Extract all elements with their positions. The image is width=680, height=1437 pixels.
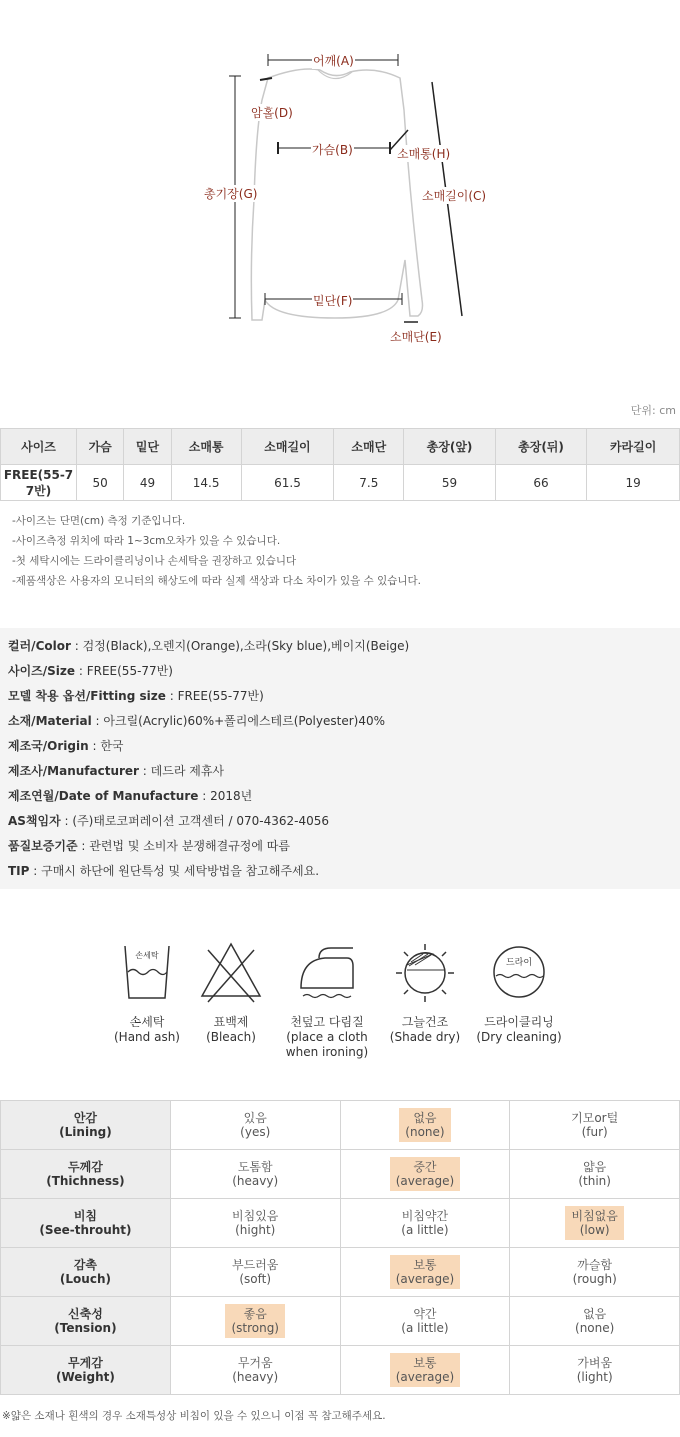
armhole-label: 암홀(D) xyxy=(251,106,293,120)
property-option xyxy=(340,1101,510,1150)
property-option xyxy=(340,1346,510,1395)
no-bleach-icon xyxy=(198,940,264,1005)
care-label: 드라이클리닝 xyxy=(484,1015,554,1029)
svg-text:드라이: 드라이 xyxy=(505,958,533,968)
info-row: TIP : 구매시 하단에 원단특성 및 세탁방법을 참고해주세요. xyxy=(8,864,320,878)
option-en: (none) xyxy=(575,1321,615,1335)
size-name-cell: FREE(55-77반) xyxy=(1,465,77,501)
option-ko: 비침없음 xyxy=(571,1209,618,1223)
care-label-en: (Hand ash) xyxy=(114,1030,180,1044)
product-info xyxy=(0,628,680,889)
property-name-ko: 무게감 xyxy=(68,1356,103,1370)
note-item: -첫 세탁시에는 드라이클리닝이나 손세탁을 권장하고 있습니다 xyxy=(12,555,297,567)
size-table-header xyxy=(1,429,680,465)
option xyxy=(565,1108,624,1142)
option-ko: 없음 xyxy=(413,1111,437,1125)
property-option xyxy=(340,1150,510,1199)
property-option xyxy=(340,1297,510,1346)
option-ko: 있음 xyxy=(243,1111,267,1125)
option-ko: 보통 xyxy=(413,1356,437,1370)
property-option xyxy=(510,1248,680,1297)
note-item: -사이즈는 단면(cm) 측정 기준입니다. xyxy=(12,515,186,527)
property-name xyxy=(1,1297,171,1346)
size-header-cell: 소매길이 xyxy=(241,429,334,465)
option xyxy=(395,1304,454,1338)
size-header-cell: 소매단 xyxy=(334,429,404,465)
property-name-en: (Thichness) xyxy=(46,1174,125,1188)
option-ko: 도톰함 xyxy=(237,1160,273,1174)
property-name xyxy=(1,1199,171,1248)
shoulder-label: 어깨(A) xyxy=(313,54,354,68)
size-value-cell: 7.5 xyxy=(334,465,404,501)
iron-icon xyxy=(295,940,359,1005)
note-item: -제품색상은 사용자의 모니터의 해상도에 따라 실제 색상과 다소 차이가 있을 수 있습니다. xyxy=(12,575,421,587)
option-en: (a little) xyxy=(401,1223,449,1237)
property-name-ko: 신축성 xyxy=(68,1307,103,1321)
option-en: (thin) xyxy=(578,1174,611,1188)
property-name-en: (Lining) xyxy=(59,1125,112,1139)
option-en: (heavy) xyxy=(232,1174,279,1188)
property-name-en: (Tension) xyxy=(54,1321,117,1335)
property-option xyxy=(510,1297,680,1346)
property-option xyxy=(170,1346,340,1395)
info-row: 제조사/Manufacturer : 데드라 제휴사 xyxy=(8,764,225,778)
chest-label: 가슴(B) xyxy=(312,143,353,157)
option-en: (average) xyxy=(395,1370,455,1384)
property-option xyxy=(340,1248,510,1297)
option-en: (none) xyxy=(405,1125,445,1139)
info-row: 제조국/Origin : 한국 xyxy=(8,739,124,753)
size-table xyxy=(0,428,680,501)
property-option xyxy=(170,1248,340,1297)
property-row xyxy=(1,1199,680,1248)
property-name-en: (Weight) xyxy=(55,1370,115,1384)
care-label-en: (Bleach) xyxy=(206,1030,256,1044)
property-option xyxy=(170,1199,340,1248)
size-header-cell: 소매통 xyxy=(171,429,241,465)
dry-clean-icon xyxy=(487,940,551,1005)
total-length-label: 총기장(G) xyxy=(204,187,258,201)
selected-option xyxy=(390,1157,461,1191)
selected-option xyxy=(390,1353,461,1387)
care-label: 손세탁 xyxy=(129,1015,165,1029)
property-option xyxy=(170,1297,340,1346)
size-header-cell: 가슴 xyxy=(77,429,124,465)
cuff-label: 소매단(E) xyxy=(390,330,442,344)
size-header-cell: 총장(뒤) xyxy=(495,429,586,465)
option xyxy=(567,1255,623,1289)
property-row xyxy=(1,1101,680,1150)
property-option xyxy=(510,1101,680,1150)
info-row: 소재/Material : 아크릴(Acrylic)60%+폴리에스테르(Polyester)40% xyxy=(8,714,385,728)
option xyxy=(226,1206,284,1240)
option-ko: 무거움 xyxy=(237,1356,273,1370)
size-value-cell: 50 xyxy=(77,465,124,501)
property-option xyxy=(170,1150,340,1199)
option-ko: 부드러움 xyxy=(232,1258,279,1272)
option-ko: 약간 xyxy=(413,1307,437,1321)
option-ko: 없음 xyxy=(583,1307,607,1321)
info-row: AS책임자 : (주)태로코퍼레이션 고객센터 / 070-4362-4056 xyxy=(8,814,329,828)
selected-option xyxy=(225,1304,285,1338)
shade-dry-icon xyxy=(393,940,457,1005)
property-option xyxy=(510,1150,680,1199)
option-ko: 얇음 xyxy=(583,1160,607,1174)
unit-label: 단위: cm xyxy=(630,404,676,417)
info-row: 모델 착용 옵션/Fitting size : FREE(55-77반) xyxy=(8,689,264,703)
property-row xyxy=(1,1150,680,1199)
care-label-en: (Shade dry) xyxy=(389,1030,461,1044)
property-name-ko: 안감 xyxy=(73,1111,98,1125)
option xyxy=(226,1255,284,1289)
option-en: (a little) xyxy=(401,1321,449,1335)
option-en: (fur) xyxy=(581,1125,608,1139)
option-en: (heavy) xyxy=(232,1370,279,1384)
option xyxy=(226,1157,284,1191)
property-name xyxy=(1,1346,171,1395)
option-en: (yes) xyxy=(240,1125,271,1139)
option-en: (hight) xyxy=(235,1223,276,1237)
footnote: ※얇은 소재나 흰색의 경우 소재특성상 비침이 있을 수 있으니 이점 꼭 참고해주세요. xyxy=(2,1410,386,1422)
option-en: (average) xyxy=(395,1272,455,1286)
property-option xyxy=(510,1346,680,1395)
option-ko: 좋음 xyxy=(243,1307,267,1321)
option-en: (low) xyxy=(579,1223,610,1237)
property-name-ko: 두께감 xyxy=(68,1160,103,1174)
size-header-cell: 카라길이 xyxy=(587,429,680,465)
size-header-cell: 총장(앞) xyxy=(404,429,495,465)
selected-option xyxy=(399,1108,450,1142)
fabric-properties-table xyxy=(0,1100,680,1395)
property-option xyxy=(340,1199,510,1248)
svg-text:손세탁: 손세탁 xyxy=(135,951,159,960)
property-name-en: (See-throuht) xyxy=(39,1223,132,1237)
size-header-cell: 사이즈 xyxy=(1,429,77,465)
option xyxy=(571,1353,619,1387)
option xyxy=(395,1206,454,1240)
selected-option xyxy=(390,1255,461,1289)
property-name xyxy=(1,1150,171,1199)
hem-label: 밑단(F) xyxy=(313,294,353,308)
option-en: (rough) xyxy=(572,1272,617,1286)
size-value-cell: 19 xyxy=(587,465,680,501)
property-name xyxy=(1,1101,171,1150)
selected-option xyxy=(565,1206,623,1240)
care-label-en: (place a cloth when ironing) xyxy=(285,1030,369,1059)
option xyxy=(569,1304,620,1338)
property-row xyxy=(1,1346,680,1395)
sleeve-width-label: 소매통(H) xyxy=(397,147,451,161)
option-en: (strong) xyxy=(231,1321,279,1335)
property-name xyxy=(1,1248,171,1297)
sleeve-length-label: 소매길이(C) xyxy=(422,189,487,203)
size-value-cell: 49 xyxy=(124,465,171,501)
info-row: 제조연월/Date of Manufacture : 2018년 xyxy=(8,789,253,803)
option xyxy=(226,1353,284,1387)
info-row: 사이즈/Size : FREE(55-77반) xyxy=(8,664,173,678)
option-en: (average) xyxy=(395,1174,455,1188)
size-notes xyxy=(12,511,421,591)
property-row xyxy=(1,1248,680,1297)
size-value-cell: 14.5 xyxy=(171,465,241,501)
option-ko: 기모or털 xyxy=(571,1111,619,1125)
hand-wash-icon xyxy=(117,940,177,1005)
option-ko: 가벼움 xyxy=(577,1356,613,1370)
option-en: (soft) xyxy=(239,1272,272,1286)
property-option xyxy=(170,1101,340,1150)
care-label: 표백제 xyxy=(213,1015,249,1029)
care-no-bleach xyxy=(176,940,286,1045)
info-row: 컬러/Color : 검정(Black),오렌지(Orange),소라(Sky blue),베이지(Beige) xyxy=(8,639,410,653)
option-en: (light) xyxy=(576,1370,613,1384)
care-iron xyxy=(272,940,382,1060)
option-ko: 까슬함 xyxy=(577,1258,613,1272)
size-diagram xyxy=(0,0,680,400)
property-name-ko: 비침 xyxy=(73,1209,98,1223)
option-ko: 비침있음 xyxy=(232,1209,279,1223)
size-value-cell: 66 xyxy=(495,465,586,501)
option xyxy=(234,1108,276,1142)
option xyxy=(572,1157,617,1191)
option-ko: 보통 xyxy=(413,1258,437,1272)
property-name-en: (Louch) xyxy=(59,1272,111,1286)
care-label-en: (Dry cleaning) xyxy=(476,1030,562,1044)
property-row xyxy=(1,1297,680,1346)
care-label: 천덮고 다림질 xyxy=(290,1015,364,1029)
size-value-cell: 59 xyxy=(404,465,495,501)
care-dry-clean xyxy=(464,940,574,1045)
note-item: -사이즈측정 위치에 따라 1~3cm오차가 있을 수 있습니다. xyxy=(12,535,281,547)
size-value-cell: 61.5 xyxy=(241,465,334,501)
size-header-cell: 밑단 xyxy=(124,429,171,465)
size-row xyxy=(1,465,680,501)
info-row: 품질보증기준 : 관련법 및 소비자 분쟁해결규정에 따름 xyxy=(8,839,290,853)
option-ko: 중간 xyxy=(413,1160,437,1174)
property-name-ko: 감촉 xyxy=(73,1258,98,1272)
property-option xyxy=(510,1199,680,1248)
care-label: 그늘건조 xyxy=(401,1015,449,1029)
option-ko: 비침약간 xyxy=(401,1209,449,1223)
